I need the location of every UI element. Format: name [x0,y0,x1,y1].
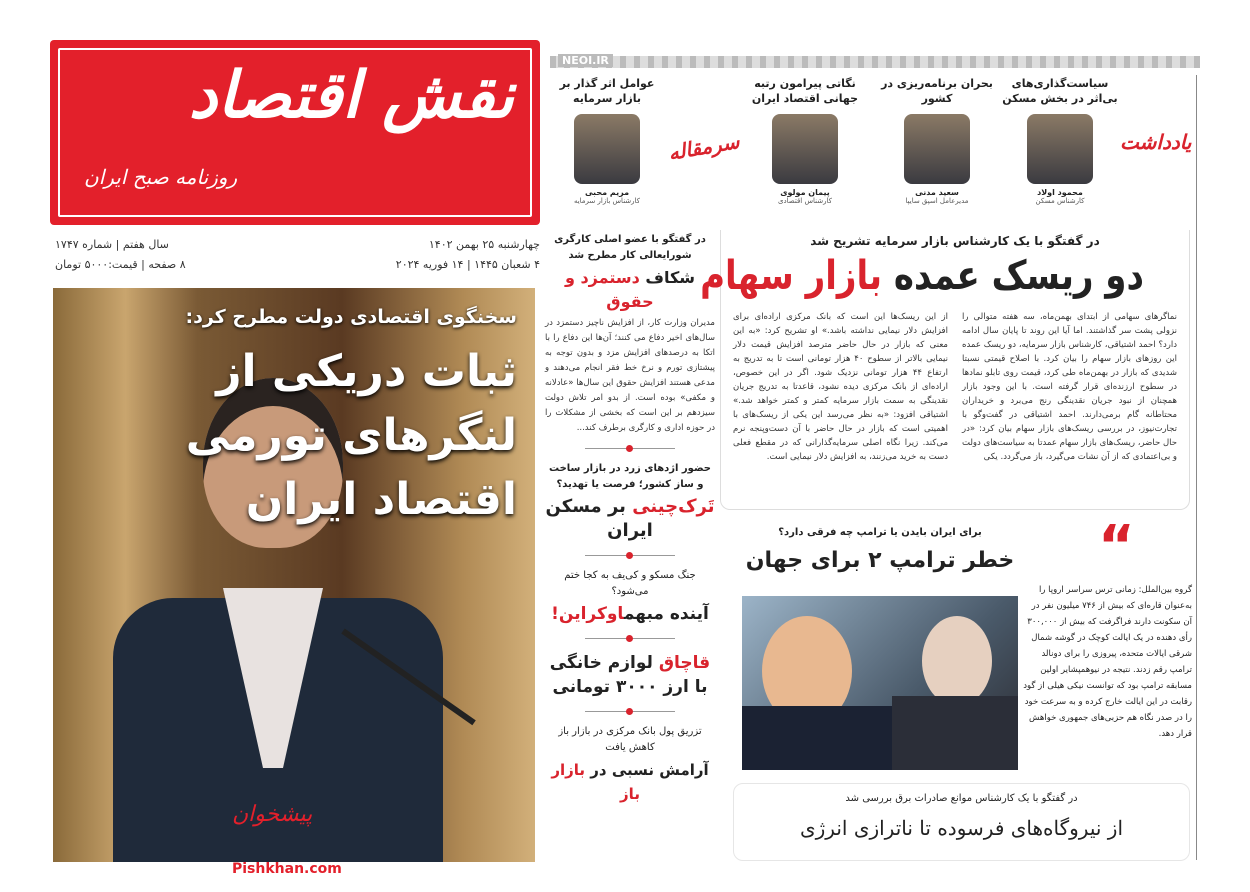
columnist-title: عوامل اثر گذار بر بازار سرمایه [559,77,655,105]
columnist-photo [574,114,640,184]
story-body: مدیران وزارت کار، از افزایش ناچیز دستمزد در سال‌های اخیر دفاع می کنند؛ آن‌ها این دفاع را با اتکا به درصدهای افزایش مزد و بدون توجه به پیشتازی تورم و نرخ خط فقر انجام می‌دهند و مدعی هستند افزایش حقوق این سال‌ها «عادلانه و مکفی» بوده است. از بدو امر تلاش دولت سیزدهم بر این است که بخشی از مشکلات را در حوزه اداری و کارگری برطرف کند... [545,318,715,433]
energy-kicker: در گفتگو با یک کارشناس موانع صادرات برق بررسی شد [845,793,1078,804]
watermark-logo: پیشخوان [232,802,313,827]
headline-part-red: اوکراین! [551,604,624,624]
top-strip [550,56,1200,68]
story-kicker: جنگ مسکو و کی‌یف به کجا ختم می‌شود؟ [564,570,696,597]
story-smuggling[interactable] [545,651,715,699]
strip-label: NEOI.IR [558,54,613,67]
story-open-market[interactable] [545,724,715,806]
headline-part: دو ریسک عمده [893,253,1144,299]
section-label-notes: یادداشت [1120,130,1192,154]
columnist-name: سعید مدنی [915,188,959,197]
separator [585,711,675,712]
lead-photo [53,288,535,862]
separator [585,638,675,639]
pages-price: ۸ صفحه | قیمت:۵۰۰۰ تومان [55,258,186,271]
headline-part-red: بازار باز [551,761,640,803]
trump-kicker: برای ایران بایدن یا ترامپ چه فرقی دارد؟ [778,527,982,538]
headline-part-red: تَرک‌چینی [632,496,715,517]
main-story[interactable] [700,230,1190,510]
lead-headline [186,340,517,532]
story-wage-gap[interactable] [545,232,715,436]
headline-part: شکاف [645,268,696,287]
date-other: ۴ شعبان ۱۴۴۵ | ۱۴ فوریه ۲۰۲۴ [395,258,540,271]
columnist-card[interactable] [877,76,997,205]
columnist-role: کارشناس مسکن [1035,197,1085,205]
newspaper-tagline: روزنامه صبح ایران [84,165,238,189]
columnist-role: کارشناس بازار سرمایه [573,197,641,205]
columnist-title: نگاتی پیرامون رتبه جهانی اقتصاد ایران [751,77,859,105]
lead-headline-line: لنگرهای تورمی [185,410,517,461]
story-kicker: در گفتگو با عضو اصلی کارگری شورایعالی کار مطرح شد [554,234,706,261]
story-kicker: تزریق پول بانک مرکزی در بازار باز کاهش یافت [558,726,702,753]
separator [585,555,675,556]
columnist-photo [904,114,970,184]
lead-headline-line: اقتصاد ایران [245,474,517,525]
columnist-name: پیمان مولوی [780,188,830,197]
divider [1196,75,1197,860]
story-kicker: حضور اژدهای زرد در بازار ساخت و ساز کشور؛ فرصت یا تهدید؟ [548,463,712,490]
watermark-url: Pishkhan.com [232,861,342,877]
newspaper-logo: نقش اقتصاد [188,58,514,133]
main-body-col2: از این ریسک‌ها این است که بانک مرکزی اراده‌ای برای افزایش دلار نیمایی نداشته باشد.» او تشریح کرد: «به این معنی که بازار در حال حاضر مترصد افزایش قیمت دلار نیمایی بالاتر از سطوح ۴۰ هزار تومانی است تا به تدریج به ارتفاع ۴۴ هزار تومانی نزدیک شود. اگر در این خصوص، اراده‌ای از بانک مرکزی دیده نشود، قاعدتا به تدریج جریان نقدینگی به سمت بازار سرمایه کمتر و کمتر خواهد شد.» اشتیاقی افزود: «به نظر می‌رسد این یکی از ریسک‌های با اهمیتی است که بازار در حال حاضر با آن دست‌وپنجه نرم می‌کند. زیرا نگاه اصلی سرمایه‌گذارانی که در مقطع فعلی دست به خرید می‌زنند، به افزایش دلار نیمایی است. [733,312,949,462]
separator [585,448,675,449]
columnist-title: سیاست‌گذاری‌های بی‌اثر در بخش مسکن [1002,77,1118,105]
story-chinese-housing[interactable] [545,461,715,543]
columnist-photo [1027,114,1093,184]
lead-headline-line: ثبات دریکی از [216,346,517,397]
headline-part: لوازم خانگی با ارز ۳۰۰۰ تومانی [549,653,708,697]
headline-part-red: قاچاق [658,653,711,673]
trump-headline[interactable]: خطر ترامپ ۲ برای جهان [745,548,1015,573]
trump-biden-photo [742,596,1018,770]
columnist-card[interactable] [1000,76,1120,205]
headline-part: آینده مبهم [623,604,709,624]
columnist-card[interactable] [745,76,865,205]
main-kicker: در گفتگو با یک کارشناس بازار سرمایه تشریح شد [810,234,1100,248]
columnist-name: مریم محبی [584,188,630,197]
columnist-role: کارشناس اقتصادی [778,197,832,205]
energy-headline: از نیروگاه‌های فرسوده تا ناترازی انرژی [799,816,1124,840]
issue-number: سال هفتم | شماره ۱۷۴۷ [55,238,169,251]
headline-part: آرامش نسبی در [590,761,709,779]
date-fa: چهارشنبه ۲۵ بهمن ۱۴۰۲ [428,238,540,251]
columnist-card[interactable] [547,76,667,205]
main-body-col1: نماگرهای سهامی از ابتدای بهمن‌ماه، سه هفته متوالی را نزولی پشت سر گذاشتند. اما آیا این روند تا پایان سال ادامه دارد؟ احمد اشتیاقی، کارشناس بازار سرمایه، دو ریسک عمده این روزهای بازار سهام را بیان کرد. با اصلاح قیمتی نسبتا شدیدی که بازار در بهمن‌ماه طی کرد، قیمت روی تابلو نمادها در سطوح ارزنده‌ای قرار گرفته است. با این وجود بازار همچنان از نبود جریان نقدینگی رنج می‌برد و خریداران محتاطانه گام برمی‌دارند. احمد اشتیاقی در گفت‌وگو با تجارت‌نیوز، در بررسی ریسک‌های بازار سهام بیان کرد: «در حال حاضر، ریسک‌های بازار سهام عمدتا به سیاست‌های دولت و بی‌اعتمادی که از آن نشات می‌گیرد، باز می‌گردد. یکی [962,312,1177,462]
main-headline [700,250,1144,302]
section-label-editorial: سرمقاله [666,128,742,166]
headline-part-red: بازار سهام [700,253,883,299]
masthead [50,40,540,225]
quote-icon: “ [1098,514,1135,579]
columnist-name: محمود اولاد [1037,188,1083,197]
trump-body: گروه بین‌الملل: زمانی ترس سراسر اروپا را به‌عنوان قاره‌ای که بیش از ۷۴۶ میلیون نفر در آن سکونت دارند فراگرفت که بیش از ۳۰۰,۰۰۰ رأی دهنده در یک ایالت کوچک در گوشه شمال شرقی ایالات متحده، پیروزی را برای دونالد ترامپ رقم زدند. نتیجه در نیوهمپشایر اولین مسابقه ترامپ بود که توانست نیکی هیلی از گود رقابت در این ایالت خارج کرده و به سرعت خود را در صدر نگاه هم حزبی‌های جمهوری خواهش قرار دهد. [1023,585,1192,739]
columnist-role: مدیرعامل اسپق سایپا [905,197,969,205]
headline-part: بر مسکن ایران [545,496,653,541]
middle-column [545,232,715,808]
main-body [733,310,1177,464]
columnist-photo [772,114,838,184]
lead-kicker: سخنگوی اقتصادی دولت مطرح کرد: [185,306,517,328]
energy-story[interactable] [733,783,1190,861]
columnist-title: بحران برنامه‌ریزی در کشور [881,77,993,105]
story-ukraine[interactable] [545,568,715,626]
headline-part-red: دستمزد و حقوق [564,268,654,311]
